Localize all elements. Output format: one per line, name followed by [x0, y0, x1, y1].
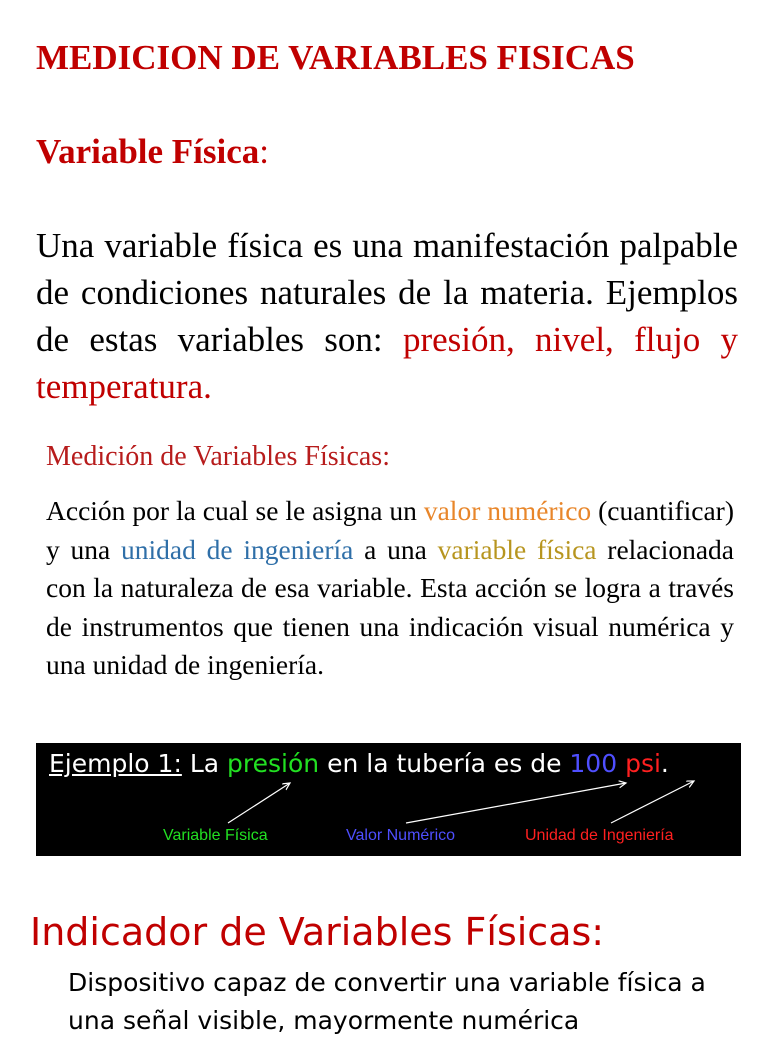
measurement-heading: Medición de Variables Físicas: — [46, 441, 390, 472]
label-unit: Unidad de Ingeniería — [525, 827, 674, 844]
value-term: valor numérico — [423, 495, 592, 526]
example-unit: psi — [625, 749, 661, 778]
arrow-variable — [228, 783, 290, 823]
subtitle — [36, 132, 269, 172]
subtitle-term: Variable Física — [36, 132, 260, 171]
measurement-part3: a una — [353, 533, 438, 565]
arrow-unit — [611, 781, 694, 823]
arrow-value — [406, 783, 626, 823]
indicator-heading: Indicador de Variables Físicas: — [30, 910, 605, 954]
measurement-part4: relacionada con la naturaleza de esa variable. Esta acción se logra a través de instrumentos que tienen una indicación visual numérica y una unidad de ingeniería. — [46, 533, 734, 680]
example-value: 100 — [569, 749, 618, 778]
definition-paragraph — [36, 222, 738, 410]
example-label: Ejemplo 1: — [49, 749, 182, 778]
definition-text: Una variable física es una manifestación palpable de condiciones naturales de la materia. Ejemplos de estas variables son: — [36, 226, 738, 359]
example-s2: en la tubería es de — [319, 749, 570, 778]
measurement-part1: Acción por la cual se le asigna un — [46, 495, 424, 526]
indicator-text: Dispositivo capaz de convertir una variable física a una señal visible, mayormente numérica — [68, 968, 706, 1035]
page-title: MEDICION DE VARIABLES FISICAS — [36, 38, 635, 77]
example-variable: presión — [227, 749, 320, 778]
unit-term: unidad de ingeniería — [121, 533, 354, 565]
example-s1: La — [181, 749, 228, 778]
label-variable: Variable Física — [163, 827, 268, 844]
measurement-part2: (cuantificar) y una — [46, 495, 734, 565]
example-s4: . — [660, 749, 669, 778]
definition-examples: presión, nivel, flujo y temperatura. — [36, 320, 739, 406]
variable-term: variable física — [437, 533, 597, 565]
measurement-paragraph — [46, 492, 734, 685]
subtitle-colon: : — [259, 132, 270, 171]
example-box — [36, 743, 741, 856]
label-value: Valor Numérico — [346, 827, 456, 844]
